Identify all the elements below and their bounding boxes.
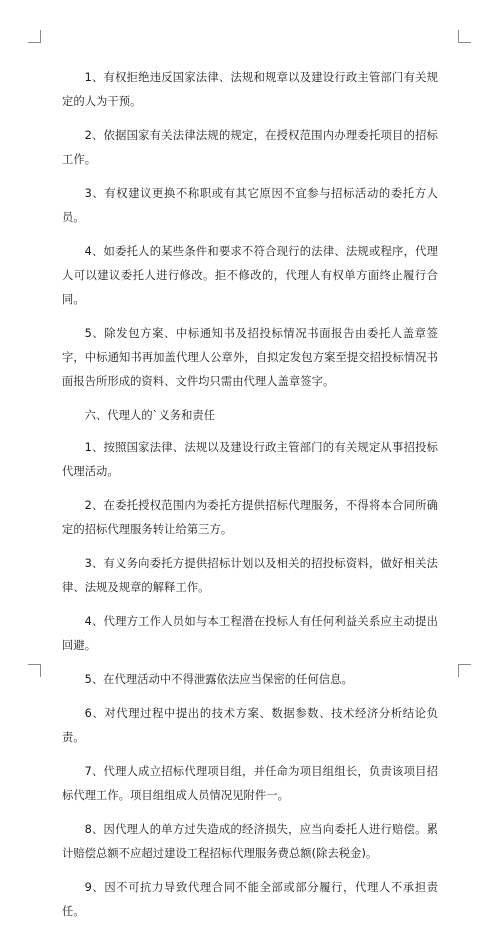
- clause-4-suggest-modification: 4、如委托人的某些条件和要求不符合现行的法律、法规或程序，代理人可以建议委托人进行修改。拒不修改的，代理人有权单方面终止履行合同。: [62, 245, 438, 306]
- duty-1-follow-regulations: 1、按照国家法律、法规以及建设行政主管部门的有关规定从事招投标代理活动。: [62, 441, 438, 478]
- crop-mark-top-right: [458, 30, 471, 43]
- document-body: [62, 66, 438, 934]
- duty-9-force-majeure: 9、因不可抗力导致代理合同不能全部或部分履行，代理人不承担责任。: [62, 881, 438, 918]
- clause-1-right-refuse-interference: 1、有权拒绝违反国家法律、法规和规章以及建设行政主管部门有关规定的人为干预。: [62, 71, 438, 108]
- crop-mark-top-left: [28, 30, 41, 43]
- clause-5-seal-and-signature: 5、除发包方案、中标通知书及招投标情况书面报告由委托人盖章签字，中标通知书再加盖代理人公章外，自拟定发包方案至提交招投标情况书面报告所形成的资料、文件均只需由代理人盖章签字。: [62, 327, 438, 388]
- section-heading-agent-duties: 六、代理人的`义务和责任: [84, 409, 216, 422]
- duty-2-no-transfer: 2、在委托授权范围内为委托方提供招标代理服务，不得将本合同所确定的招标代理服务转让给第三方。: [62, 499, 438, 536]
- duty-6-responsible-for-analysis: 6、对代理过程中提出的技术方案、数据参数、技术经济分析结论负责。: [62, 707, 438, 744]
- duty-4-avoid-conflict: 4、代理方工作人员如与本工程潜在投标人有任何利益关系应主动提出回避。: [62, 615, 438, 652]
- crop-mark-bottom-right: [458, 664, 471, 677]
- clause-2-handle-tendering: 2、依据国家有关法律法规的规定，在授权范围内办理委托项目的招标工作。: [62, 129, 438, 166]
- crop-mark-bottom-left: [28, 664, 41, 677]
- duty-5-confidentiality: 5、在代理活动中不得泄露依法应当保密的任何信息。: [84, 673, 353, 686]
- duty-8-compensation: 8、因代理人的单方过失造成的经济损失，应当向委托人进行赔偿。累计赔偿总额不应超过建设工程招标代理服务费总额(除去税金)。: [62, 823, 438, 860]
- clause-3-suggest-replacement: 3、有权建议更换不称职或有其它原因不宜参与招标活动的委托方人员。: [62, 187, 438, 224]
- duty-3-provide-materials: 3、有义务向委托方提供招标计划以及相关的招投标资料，做好相关法律、法规及规章的解释工作。: [62, 557, 438, 594]
- duty-7-project-team: 7、代理人成立招标代理项目组，并任命为项目组组长，负责该项目招标代理工作。项目组组成人员情况见附件一。: [62, 765, 438, 802]
